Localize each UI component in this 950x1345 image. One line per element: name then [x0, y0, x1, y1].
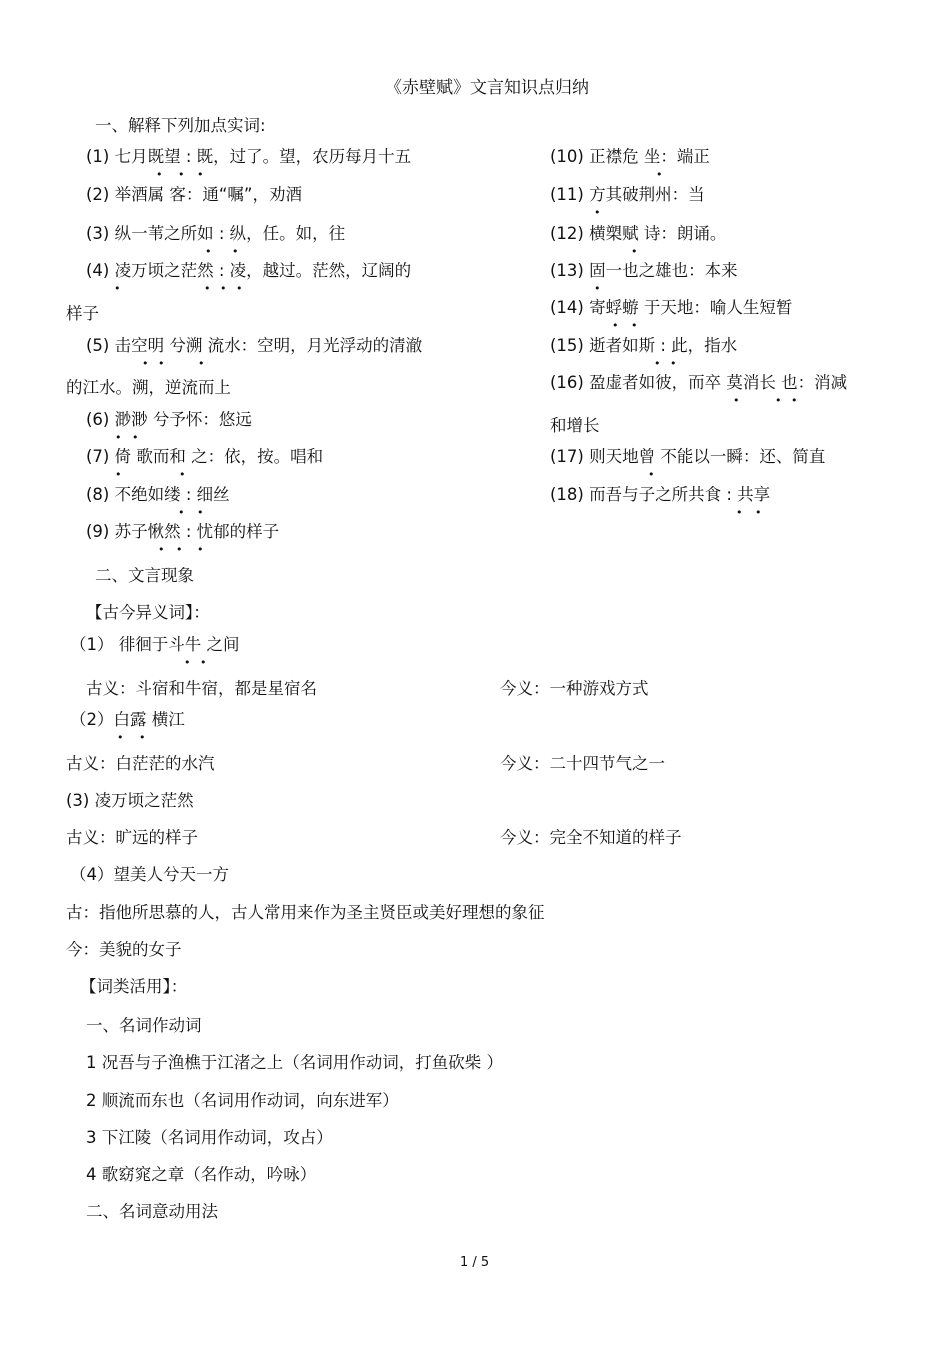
list-item: (7) 倚 歌而和 之：依，按。唱和 [86, 447, 324, 466]
list-item: (18) 而吾与子之所共食 : 共享 [550, 485, 771, 504]
emphasis-dot: • [176, 543, 183, 556]
gujin-item: （4）望美人兮天一方 [70, 865, 229, 884]
emphasis-dot: • [236, 282, 243, 295]
list-item: (8) 不绝如缕 : 细丝 [86, 485, 230, 504]
gujin-old-meaning: 古义：斗宿和牛宿，都是星宿名 [86, 679, 317, 698]
list-item: (2) 举酒属 客：通“嘱”，劝酒 [86, 185, 302, 204]
gujin-old-meaning: 古义：白茫茫的水汽 [66, 754, 215, 773]
section-heading-1: 一、解释下列加点实词: [95, 116, 266, 135]
list-item: (9) 苏子愀然 : 忧郁的样子 [86, 522, 280, 541]
emphasis-dot: • [184, 656, 191, 669]
emphasis-dot: • [670, 357, 677, 370]
emphasis-dot: • [594, 206, 601, 219]
emphasis-dot: • [158, 543, 165, 556]
list-item: (14) 寄蜉蝣 于天地：喻人生短暂 [550, 298, 793, 317]
emphasis-dot: • [114, 282, 121, 295]
example-item: 1 况吾与子渔樵于江渚之上（名词用作动词，打鱼砍柴 ） [86, 1053, 503, 1072]
gujin-item: （1） 徘徊于斗牛 之间 [70, 635, 240, 654]
emphasis-dot: • [612, 319, 619, 332]
emphasis-dot: • [132, 431, 139, 444]
list-item: (5) 击空明 兮溯 流水：空明，月光浮动的清澈 [86, 336, 423, 355]
gujin-new-meaning: 今义：二十四节气之一 [500, 754, 665, 773]
emphasis-dot: • [204, 282, 211, 295]
list-item-continuation: 样子 [66, 304, 99, 323]
list-item: (4) 凌万顷之茫然 : 凌，越过。茫然，辽阔的 [86, 261, 412, 280]
list-item: (13) 固一也之雄也：本来 [550, 261, 738, 280]
emphasis-dot: • [631, 319, 638, 332]
page-title: 《赤壁赋》文言知识点归纳 [385, 78, 589, 98]
gujin-old-meaning: 古义：旷远的样子 [66, 828, 198, 847]
emphasis-dot: • [197, 168, 204, 181]
emphasis-dot: • [220, 282, 227, 295]
emphasis-dot: • [648, 468, 655, 481]
list-item: (1) 七月既望 : 既，过了。望，农历每月十五 [86, 147, 412, 166]
emphasis-dot: • [198, 357, 205, 370]
gujin-new-meaning: 今：美貌的女子 [66, 940, 182, 959]
emphasis-dot: • [178, 506, 185, 519]
gujin-old-meaning: 古：指他所思慕的人，古人常用来作为圣主贤臣或美好理想的象征 [66, 903, 545, 922]
example-item: 4 歌窈窕之章（名作动，吟咏） [86, 1165, 317, 1184]
emphasis-dot: • [197, 506, 204, 519]
emphasis-dot: • [791, 394, 798, 407]
emphasis-dot: • [654, 357, 661, 370]
emphasis-dot: • [200, 656, 207, 669]
emphasis-dot: • [656, 168, 663, 181]
page-number: 1 / 5 [460, 1255, 490, 1270]
list-item: (11) 方其破荆州：当 [550, 185, 705, 204]
emphasis-dot: • [594, 282, 601, 295]
list-item: (10) 正襟危 坐：端正 [550, 147, 710, 166]
list-item: (12) 横槊赋 诗：朗诵。 [550, 224, 727, 243]
emphasis-dot: • [736, 506, 743, 519]
section-heading-2: 二、文言现象 [95, 566, 194, 585]
subsection-heading: 【古今异义词】： [86, 603, 210, 622]
gujin-new-meaning: 今义：一种游戏方式 [500, 679, 649, 698]
emphasis-dot: • [139, 731, 146, 744]
list-item-continuation: 和增长 [550, 416, 600, 435]
list-item: (16) 盈虚者如彼，而卒 莫消长 也：消减 [550, 373, 848, 392]
gujin-item: （2）白露 横江 [70, 710, 185, 729]
list-item-continuation: 的江水。溯，逆流而上 [66, 378, 231, 397]
emphasis-dot: • [733, 394, 740, 407]
example-item: 2 顺流而东也（名词用作动词，向东进军） [86, 1091, 399, 1110]
category-heading: 二、名词意动用法 [86, 1202, 218, 1221]
list-item: (15) 逝者如斯 : 此，指水 [550, 336, 738, 355]
emphasis-dot: • [179, 468, 186, 481]
emphasis-dot: • [197, 543, 204, 556]
emphasis-dot: • [158, 357, 165, 370]
emphasis-dot: • [232, 245, 239, 258]
list-item: (6) 渺渺 兮予怀：悠远 [86, 410, 252, 429]
emphasis-dot: • [631, 245, 638, 258]
gujin-new-meaning: 今义：完全不知道的样子 [500, 828, 682, 847]
emphasis-dot: • [142, 357, 149, 370]
emphasis-dot: • [156, 168, 163, 181]
emphasis-dot: • [755, 506, 762, 519]
list-item: (17) 则天地曾 不能以一瞬：还、简直 [550, 447, 826, 466]
emphasis-dot: • [775, 394, 782, 407]
category-heading: 一、名词作动词 [86, 1016, 202, 1035]
list-item: (3) 纵一苇之所如 : 纵，任。如，往 [86, 224, 346, 243]
emphasis-dot: • [178, 168, 185, 181]
example-item: 3 下江陵（名词用作动词，攻占） [86, 1128, 333, 1147]
gujin-item: (3) 凌万顷之茫然 [66, 791, 194, 810]
emphasis-dot: • [115, 468, 122, 481]
emphasis-dot: • [115, 431, 122, 444]
emphasis-dot: • [117, 731, 124, 744]
subsection-heading: 【词类活用】： [80, 977, 188, 996]
emphasis-dot: • [205, 245, 212, 258]
